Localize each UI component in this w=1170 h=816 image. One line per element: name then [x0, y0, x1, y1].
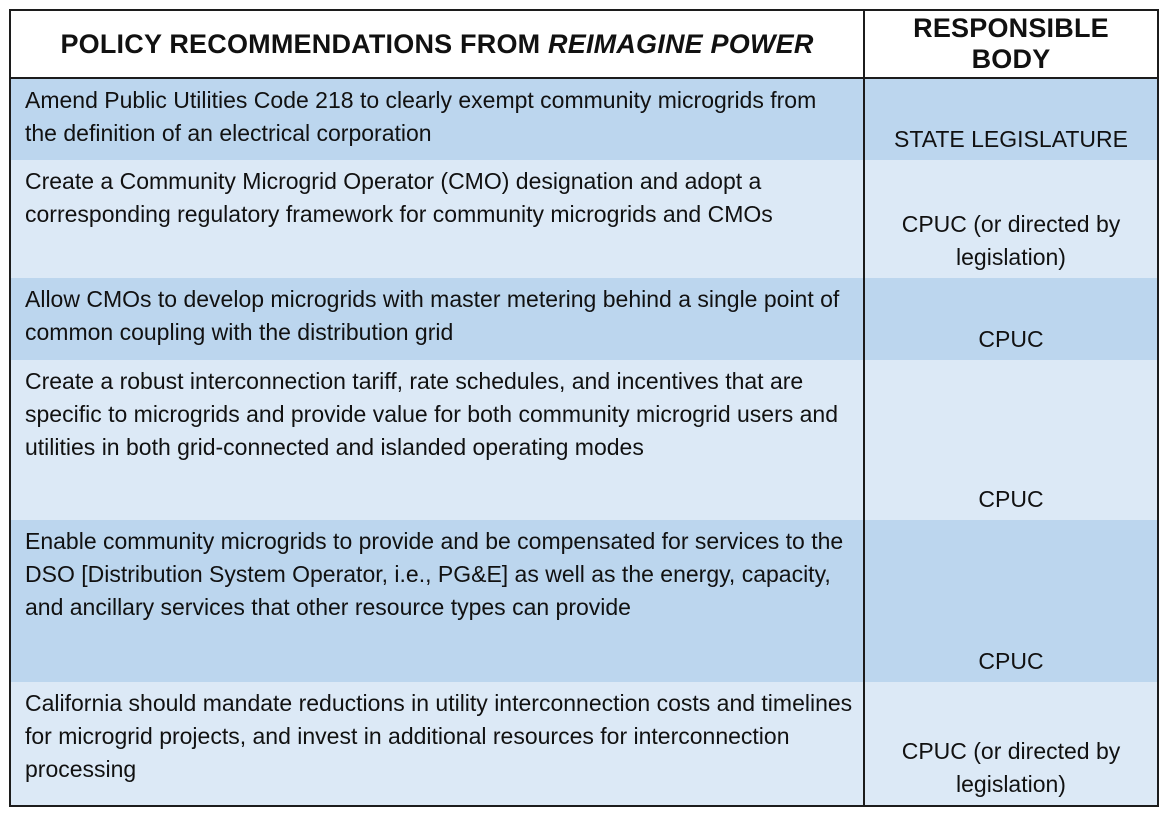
header-policy-italic: REIMAGINE POWER [548, 28, 814, 59]
table-row [10, 360, 1158, 520]
table-row [10, 278, 1158, 360]
policy-recommendations-table [9, 9, 1159, 807]
policy-cell: Enable community microgrids to provide and be compensated for services to the DSO [Distribution System Operator, i.e., PG&E] as well as the energy, capacity, and ancillary services that other resource types can provide [10, 520, 864, 682]
table-row [10, 160, 1158, 278]
policy-cell: Create a Community Microgrid Operator (CMO) designation and adopt a corresponding regulatory framework for community microgrids and CMOs [10, 160, 864, 278]
header-policy-recommendations [10, 10, 864, 78]
table-row [10, 520, 1158, 682]
policy-cell: California should mandate reductions in utility interconnection costs and timelines for microgrid projects, and invest in additional resources for interconnection processing [10, 682, 864, 806]
header-responsible-body: RESPONSIBLE BODY [864, 10, 1158, 78]
policy-cell: Amend Public Utilities Code 218 to clearly exempt community microgrids from the definition of an electrical corporation [10, 78, 864, 160]
responsible-body-cell: CPUC [864, 520, 1158, 682]
responsible-body-cell: CPUC (or directed by legislation) [864, 160, 1158, 278]
responsible-body-cell: CPUC [864, 278, 1158, 360]
responsible-body-cell: CPUC (or directed by legislation) [864, 682, 1158, 806]
policy-cell: Create a robust interconnection tariff, rate schedules, and incentives that are specific to microgrids and provide value for both community microgrid users and utilities in both grid-connected and islanded operating modes [10, 360, 864, 520]
policy-cell: Allow CMOs to develop microgrids with master metering behind a single point of common coupling with the distribution grid [10, 278, 864, 360]
table-row [10, 682, 1158, 806]
responsible-body-cell: CPUC [864, 360, 1158, 520]
policy-table-container [9, 9, 1159, 805]
table-header-row [10, 10, 1158, 78]
table-row [10, 78, 1158, 160]
header-policy-prefix: POLICY RECOMMENDATIONS FROM [60, 28, 549, 59]
responsible-body-cell: STATE LEGISLATURE [864, 78, 1158, 160]
